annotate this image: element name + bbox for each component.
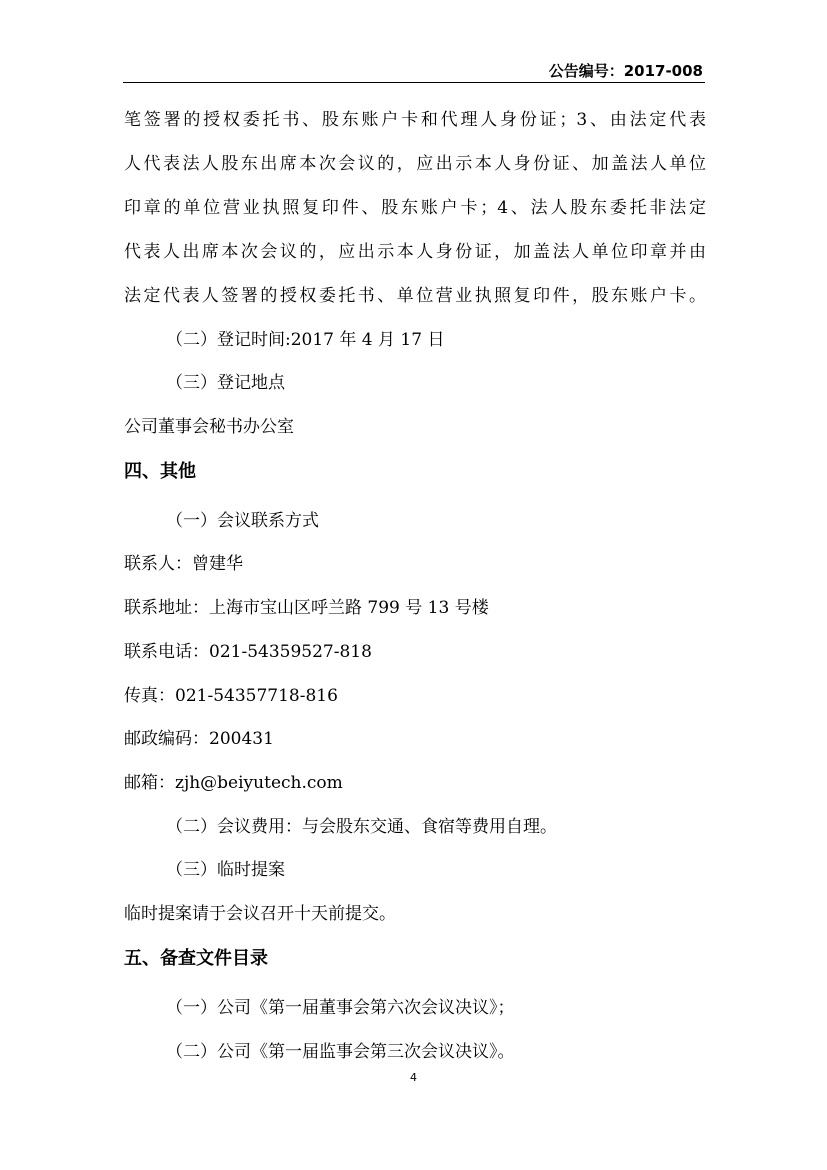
registration-time: （二）登记时间:2017 年 4 月 17 日 [166,330,445,350]
paragraph-line: 笔签署的授权委托书、股东账户卡和代理人身份证；3、由法定代表 [124,110,706,130]
section-five-title: 五、备查文件目录 [124,948,268,969]
meeting-fees: （二）会议费用：与会股东交通、食宿等费用自理。 [166,817,557,837]
contact-postcode: 邮政编码：200431 [124,729,274,749]
contact-person: 联系人：曾建华 [124,554,243,574]
contact-email: 邮箱：zjh@beiyutech.com [124,773,343,793]
contact-fax: 传真：021-54357718-816 [124,686,338,706]
paragraph-line: 印章的单位营业执照复印件、股东账户卡；4、法人股东委托非法定 [124,198,706,218]
temporary-proposal: 临时提案请于会议召开十天前提交。 [124,904,396,924]
announcement-number: 公告编号：2017-008 [548,62,703,80]
reference-document-item: （一）公司《第一届董事会第六次会议决议》； [166,998,515,1018]
contact-heading: （一）会议联系方式 [166,511,319,531]
paragraph-line: 法定代表人签署的授权委托书、单位营业执照复印件，股东账户卡。 [124,286,706,306]
contact-phone: 联系电话：021-54359527-818 [124,642,372,662]
header-divider [123,82,705,83]
registration-place-heading: （三）登记地点 [166,373,285,393]
paragraph-line: 人代表法人股东出席本次会议的，应出示本人身份证、加盖法人单位 [124,154,706,174]
contact-address: 联系地址：上海市宝山区呼兰路 799 号 13 号楼 [124,598,489,618]
temporary-proposal-heading: （三）临时提案 [166,860,285,880]
page-number: 4 [410,1071,417,1084]
reference-document-item: （二）公司《第一届监事会第三次会议决议》。 [166,1042,515,1062]
paragraph-line: 代表人出席本次会议的，应出示本人身份证，加盖法人单位印章并由 [124,242,706,262]
section-four-title: 四、其他 [124,461,196,482]
registration-place: 公司董事会秘书办公室 [124,417,294,437]
